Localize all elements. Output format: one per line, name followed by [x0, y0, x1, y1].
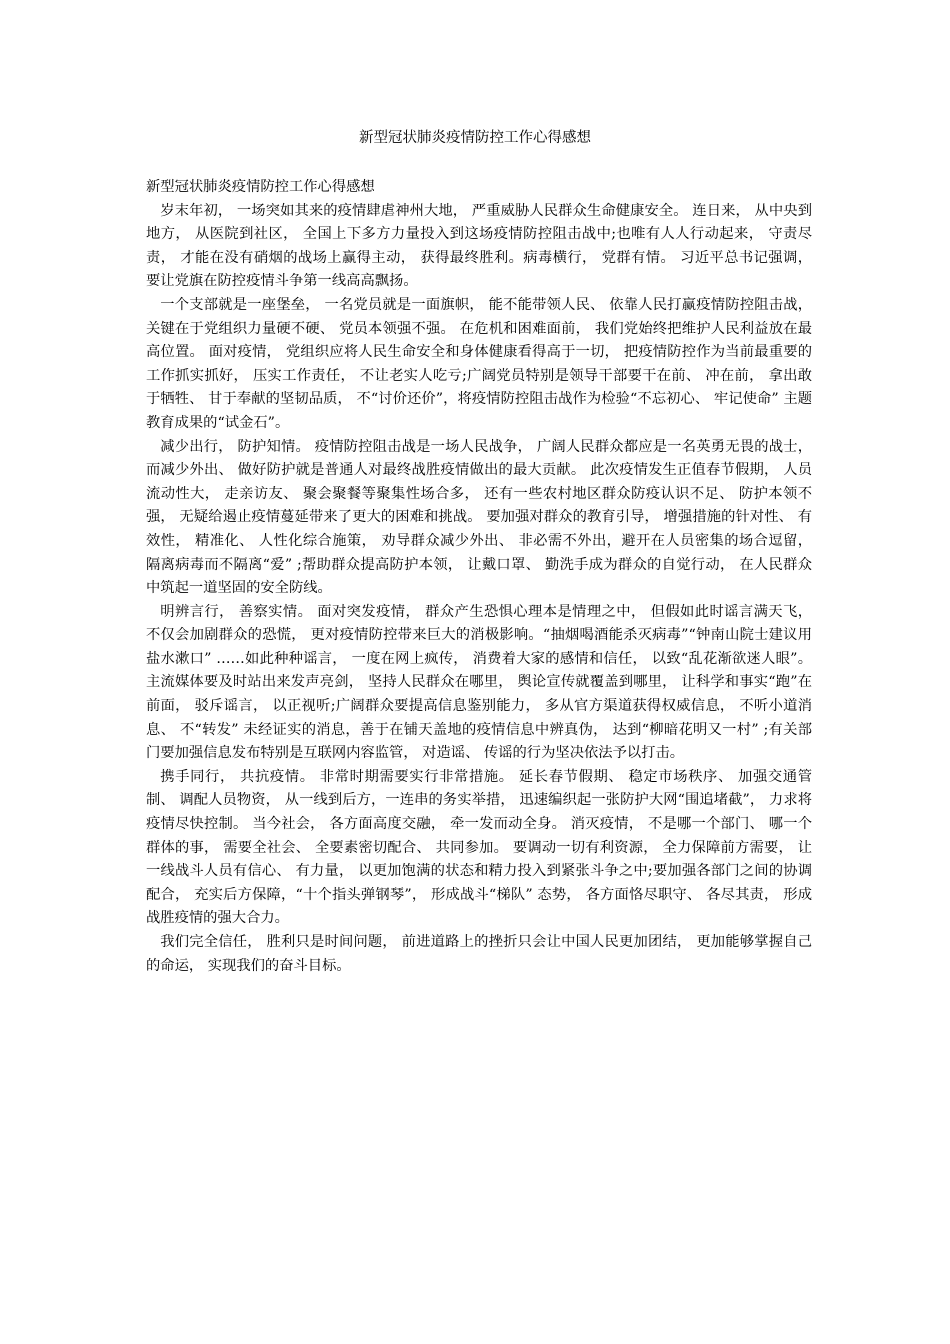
paragraph-2: 一个支部就是一座堡垒， 一名党员就是一面旗帜， 能不能带领人民、 依靠人民打赢疫情防控阻击战， 关键在于党组织力量硬不硬、 党员本领强不强。 在危机和困难面前， 我们党始终把维护人民利益放在最高位置。 面对疫情， 党组织应将人民生命安全和身体健康看得高于一切， 把疫情防控作为当前最重要的工作抓实抓好， 压实工作责任， 不让老实人吃亏;广阔党员特别是领导干部要干在前、 冲在前， 拿出敢于牺牲、 甘于奉献的坚韧品质， 不“讨价还价”，将疫情防控阻击战作为检验“不忘初心、 牢记使命” 主题教育成果的“试金石”。	[146, 296, 812, 431]
paragraph-6: 我们完全信任， 胜利只是时间问题， 前进道路上的挫折只会让中国人民更加团结， 更加能够掌握自己的命运， 实现我们的奋斗目标。	[146, 934, 812, 974]
document-title: 新型冠状肺炎疫情防控工作心得感想	[359, 130, 591, 146]
document-body	[146, 176, 812, 978]
paragraph-1: 岁末年初， 一场突如其来的疫情肆虐神州大地， 严重威胁人民群众生命健康安全。 连日来， 从中央到地方， 从医院到社区， 全国上下多方力量投入到这场疫情防控阻击战中;也唯有人人行动起来， 守责尽责， 才能在没有硝烟的战场上赢得主动， 获得最终胜利。病毒横行， 党群有情。 习近平总书记强调， 要让党旗在防控疫情斗争第一线高高飘扬。	[146, 202, 812, 290]
paragraph-3: 减少出行， 防护知情。 疫情防控阻击战是一场人民战争， 广阔人民群众都应是一名英勇无畏的战士， 而减少外出、 做好防护就是普通人对最终战胜疫情做出的最大贡献。 此次疫情发生正值春节假期， 人员流动性大， 走亲访友、 聚会聚餐等聚集性场合多， 还有一些农村地区群众防疫认识不足、 防护本领不强， 无疑给遏止疫情蔓延带来了更大的困难和挑战。 要加强对群众的教育引导， 增强措施的针对性、 有效性， 精准化、 人性化综合施策， 劝导群众减少外出、 非必需不外出，避开在人员密集的场合逗留， 隔离病毒而不隔离“爱” ;帮助群众提高防护本领， 让戴口罩、 勤洗手成为群众的自觉行动， 在人民群众中筑起一道坚固的安全防线。	[146, 438, 812, 597]
document-subtitle: 新型冠状肺炎疫情防控工作心得感想	[146, 179, 375, 195]
paragraph-4: 明辨言行， 善察实情。 面对突发疫情， 群众产生恐惧心理本是情理之中， 但假如此时谣言满天飞， 不仅会加剧群众的恐慌， 更对疫情防控带来巨大的消极影响。“抽烟喝酒能杀灭病毒”“钟南山院士建议用盐水漱口” ……如此种种谣言， 一度在网上疯传， 消费着大家的感情和信任， 以致“乱花渐欲迷人眼”。 主流媒体要及时站出来发声亮剑， 坚持人民群众在哪里， 舆论宣传就覆盖到哪里， 让科学和事实“跑”在前面， 驳斥谣言， 以正视听;广阔群众要提高信息鉴别能力， 多从官方渠道获得权威信息， 不听小道消息、 不“转发” 未经证实的消息，善于在铺天盖地的疫情信息中辨真伪， 达到“柳暗花明又一村” ;有关部门要加强信息发布特别是互联网内容监管， 对造谣、 传谣的行为坚决依法予以打击。	[146, 603, 812, 762]
paragraph-5: 携手同行， 共抗疫情。 非常时期需要实行非常措施。 延长春节假期、 稳定市场秩序、 加强交通管制、 调配人员物资， 从一线到后方，一连串的务实举措， 迅速编织起一张防护大网“围追堵截”， 力求将疫情尽快控制。 当今社会， 各方面高度交融， 牵一发而动全身。 消灭疫情， 不是哪一个部门、 哪一个群体的事， 需要全社会、 全要素密切配合、 共同参加。 要调动一切有利资源， 全力保障前方需要， 让一线战斗人员有信心、 有力量， 以更加饱满的状态和精力投入到紧张斗争之中;要加强各部门之间的协调配合， 充实后方保障，“十个指头弹钢琴”， 形成战斗“梯队” 态势， 各方面恪尽职守、 各尽其责， 形成战胜疫情的强大合力。	[146, 768, 812, 927]
